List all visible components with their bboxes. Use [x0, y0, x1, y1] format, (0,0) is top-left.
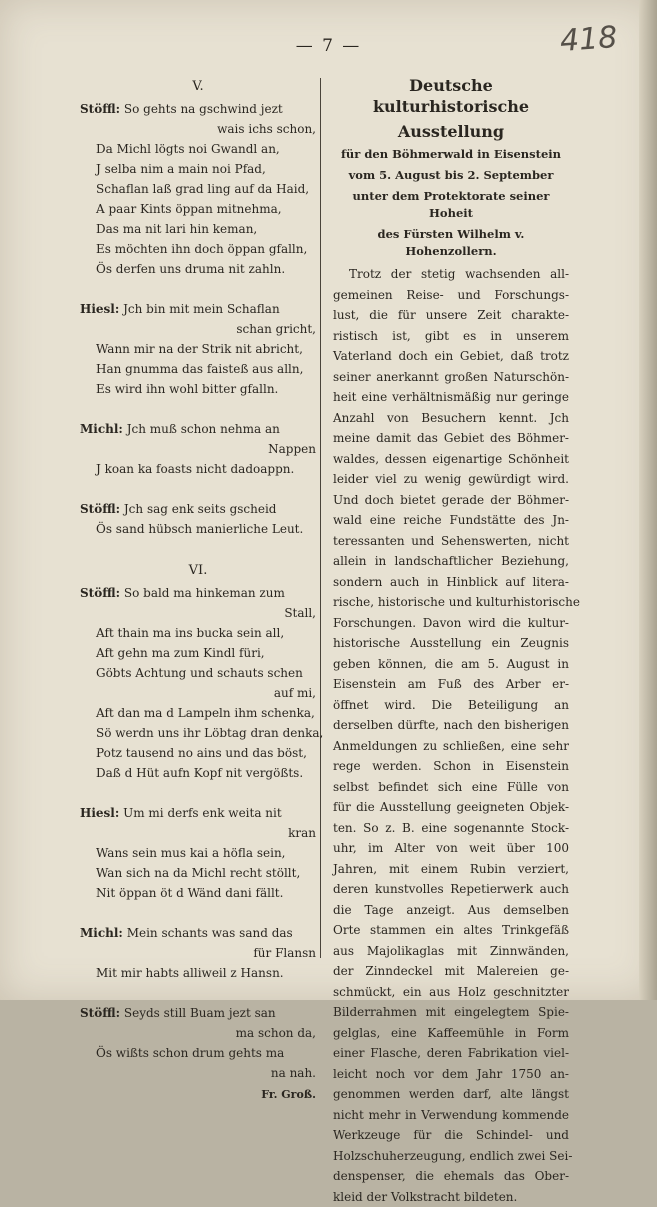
article-title: Ausstellung [333, 121, 569, 142]
verse-line [80, 499, 316, 519]
verse-text: Sö werdn uns ihr Löbtag dran denka, [96, 726, 323, 740]
verse-text: Potz tausend no ains und das böst, [96, 746, 307, 760]
article-subtitle: des Fürsten Wilhelm v. Hohenzollern. [333, 226, 569, 260]
verse-text: Daß d Hüt aufn Kopf nit vergößts. [96, 766, 303, 780]
article-line: uhr, im Alter von weit über 100 [333, 838, 569, 859]
verse-text: Um mi derfs enk weita nit [123, 806, 282, 820]
verse-text: auf mi, [274, 686, 316, 700]
stanza [80, 419, 316, 479]
article-line: für die Ausstellung geeigneten Objek- [333, 797, 569, 818]
verse-text: Das ma nit lari hin keman, [96, 222, 257, 236]
verse-text: J koan ka foasts nicht dadoappn. [96, 462, 294, 476]
verse-text: Nappen [268, 442, 316, 456]
verse-line [80, 339, 316, 359]
article-line: Und doch bietet gerade der Böhmer- [333, 490, 569, 511]
article-line: rege werden. Schon in Eisenstein [333, 756, 569, 777]
article-line: rische, historische und kulturhistorische [333, 592, 569, 613]
article-title: Deutsche kulturhistorische [333, 75, 569, 117]
article-line: Orte stammen ein altes Trinkgefäß [333, 920, 569, 941]
verse-text: Stall, [284, 606, 316, 620]
article-line: wald eine reiche Fundstätte des Jn- [333, 510, 569, 531]
article-line: ristisch ist, gibt es in unserem [333, 326, 569, 347]
verse-text: na nah. [271, 1066, 316, 1080]
verse-text: Es möchten ihn doch öppan gfalln, [96, 242, 307, 256]
article-line: lust, die für unsere Zeit charakte- [333, 305, 569, 326]
verse-line [80, 703, 316, 723]
article-line: historische Ausstellung ein Zeugnis [333, 633, 569, 654]
stanza [80, 99, 316, 279]
article-line: Jahren, mit einem Rubin verziert, [333, 859, 569, 880]
verse-text: Ös wißts schon drum gehts ma [96, 1046, 284, 1060]
right-column-article [333, 75, 569, 1207]
article-line: Anzahl von Besuchern kennt. Jch [333, 408, 569, 429]
article-line: Werkzeuge für die Schindel- und [333, 1125, 569, 1146]
verse-text: Da Michl lögts noi Gwandl an, [96, 142, 280, 156]
verse-text: Wann mir na der Strik nit abricht, [96, 342, 303, 356]
speaker-name: Michl: [80, 926, 123, 940]
verse-line [80, 179, 316, 199]
article-line: Trotz der stetig wachsenden all- [333, 264, 569, 285]
article-line: öffnet wird. Die Beteiligung an [333, 695, 569, 716]
verse-line [80, 239, 316, 259]
verse-line [80, 299, 316, 319]
verse-line [80, 1043, 316, 1063]
stanza [80, 923, 316, 983]
verse-line [80, 99, 316, 119]
verse-text: wais ichs schon, [217, 122, 316, 136]
verse-text: J selba nim a main noi Pfad, [96, 162, 266, 176]
archive-number: 418 [559, 20, 619, 59]
article-line: heit eine verhältnismäßig nur geringe [333, 387, 569, 408]
verse-text: Göbts Achtung und schauts schen [96, 666, 303, 680]
verse-line [80, 1063, 316, 1083]
verse-text: Mein schants was sand das [127, 926, 293, 940]
verse-line [80, 139, 316, 159]
article-line: geben können, die am 5. August in [333, 654, 569, 675]
verse-line [80, 763, 316, 783]
stanza [80, 1003, 316, 1083]
verse-line [80, 643, 316, 663]
verse-line [80, 803, 316, 823]
verse-text: Jch sag enk seits gscheid [124, 502, 277, 516]
article-line: gemeinen Reise- und Forschungs- [333, 285, 569, 306]
verse-text: Wans sein mus kai a höfla sein, [96, 846, 285, 860]
verse-text: Seyds still Buam jezt san [124, 1006, 276, 1020]
verse-text: Jch bin mit mein Schaflan [123, 302, 280, 316]
article-line: Eisenstein am Fuß des Arber er- [333, 674, 569, 695]
verse-text: So bald ma hinkeman zum [124, 586, 285, 600]
speaker-name: Hiesl: [80, 806, 119, 820]
article-line: genommen werden darf, alte längst [333, 1084, 569, 1105]
verse-text: Nit öppan öt d Wänd dani fällt. [96, 886, 283, 900]
verse-text: Es wird ihn wohl bitter gfalln. [96, 382, 278, 396]
speaker-name: Michl: [80, 422, 123, 436]
speaker-name: Stöffl: [80, 102, 120, 116]
verse-text: kran [288, 826, 316, 840]
article-line: schmückt, ein aus Holz geschnitzter [333, 982, 569, 1003]
article-line: Forschungen. Davon wird die kultur- [333, 613, 569, 634]
verse-line [80, 519, 316, 539]
verse-line [80, 823, 316, 843]
verse-line [80, 259, 316, 279]
article-line: aus Majolikaglas mit Zinnwänden, [333, 941, 569, 962]
section-number: VI. [80, 559, 316, 583]
verse-text: Jch muß schon nehma an [127, 422, 280, 436]
verse-text: So gehts na gschwind jezt [124, 102, 283, 116]
section-number: V. [80, 75, 316, 99]
stanza [80, 299, 316, 399]
verse-line [80, 663, 316, 683]
column-divider [320, 78, 321, 958]
article-line: einer Flasche, deren Fabrikation viel- [333, 1043, 569, 1064]
verse-line [80, 683, 316, 703]
article-line: deren kunstvolles Repetierwerk auch [333, 879, 569, 900]
verse-text: Ös sand hübsch manierliche Leut. [96, 522, 303, 536]
article-line: kleid der Volkstracht bildeten. [333, 1187, 569, 1207]
verse-line [80, 319, 316, 339]
article-line: seiner anerkannt großen Naturschön- [333, 367, 569, 388]
article-line: nicht mehr in Verwendung kommende [333, 1105, 569, 1126]
article-line: teressanten und Sehenswerten, nicht [333, 531, 569, 552]
article-line: leicht noch vor dem Jahr 1750 an- [333, 1064, 569, 1085]
verse-line [80, 1003, 316, 1023]
verse-line [80, 119, 316, 139]
article-line: waldes, dessen eigenartige Schönheit [333, 449, 569, 470]
stanza [80, 499, 316, 539]
article-line: allein in landschaftlicher Beziehung, [333, 551, 569, 572]
verse-line [80, 439, 316, 459]
verse-line [80, 723, 316, 743]
verse-line [80, 379, 316, 399]
verse-line [80, 743, 316, 763]
stanza [80, 583, 316, 783]
verse-line [80, 159, 316, 179]
verse-text: Ös derfen uns druma nit zahln. [96, 262, 285, 276]
verse-line [80, 843, 316, 863]
verse-line [80, 603, 316, 623]
verse-line [80, 923, 316, 943]
article-line: Holzschuherzeugung, endlich zwei Sei- [333, 1146, 569, 1167]
article-line: meine damit das Gebiet des Böhmer- [333, 428, 569, 449]
verse-text: Aft gehn ma zum Kindl füri, [96, 646, 265, 660]
verse-line [80, 863, 316, 883]
article-line: derselben dürfte, nach den bisherigen [333, 715, 569, 736]
article-line: denspenser, die ehemals das Ober- [333, 1166, 569, 1187]
verse-line [80, 459, 316, 479]
article-line: selbst befindet sich eine Fülle von [333, 777, 569, 798]
verse-text: Han gnumma das faisteß aus alln, [96, 362, 303, 376]
article-line: der Zinndeckel mit Malereien ge- [333, 961, 569, 982]
speaker-name: Stöffl: [80, 1006, 120, 1020]
verse-line [80, 219, 316, 239]
article-line: Bilderrahmen mit eingelegtem Spie- [333, 1002, 569, 1023]
author-signature: Fr. Groß. [80, 1085, 316, 1105]
stanza [80, 803, 316, 903]
verse-text: Wan sich na da Michl recht stöllt, [96, 866, 300, 880]
verse-line [80, 199, 316, 219]
speaker-name: Stöffl: [80, 586, 120, 600]
verse-line [80, 1023, 316, 1043]
article-subtitle: unter dem Protektorate seiner Hoheit [333, 188, 569, 222]
verse-text: Schaflan laß grad ling auf da Haid, [96, 182, 309, 196]
verse-text: A paar Kints öppan mitnehma, [96, 202, 282, 216]
speaker-name: Stöffl: [80, 502, 120, 516]
verse-text: Mit mir habts alliweil z Hansn. [96, 966, 284, 980]
verse-text: ma schon da, [236, 1026, 316, 1040]
verse-line [80, 583, 316, 603]
verse-line [80, 359, 316, 379]
article-line: gelglas, eine Kaffeemühle in Form [333, 1023, 569, 1044]
article-line: Anmeldungen zu schließen, eine sehr [333, 736, 569, 757]
article-line: die Tage anzeigt. Aus demselben [333, 900, 569, 921]
verse-line [80, 943, 316, 963]
verse-line [80, 623, 316, 643]
verse-text: schan gricht, [236, 322, 316, 336]
verse-text: für Flansn [253, 946, 316, 960]
page-edge [639, 0, 657, 1000]
page-number: — 7 — [0, 36, 657, 56]
article-line: ten. So z. B. eine sogenannte Stock- [333, 818, 569, 839]
article-line: leider viel zu wenig gewürdigt wird. [333, 469, 569, 490]
verse-line [80, 883, 316, 903]
verse-text: Aft thain ma ins bucka sein all, [96, 626, 284, 640]
left-column-poem [80, 75, 316, 1105]
article-subtitle: vom 5. August bis 2. September [333, 167, 569, 184]
article-line: Vaterland doch ein Gebiet, daß trotz [333, 346, 569, 367]
article-subtitle: für den Böhmerwald in Eisenstein [333, 146, 569, 163]
verse-line [80, 963, 316, 983]
verse-text: Aft dan ma d Lampeln ihm schenka, [96, 706, 315, 720]
verse-line [80, 419, 316, 439]
article-line: sondern auch in Hinblick auf litera- [333, 572, 569, 593]
speaker-name: Hiesl: [80, 302, 119, 316]
